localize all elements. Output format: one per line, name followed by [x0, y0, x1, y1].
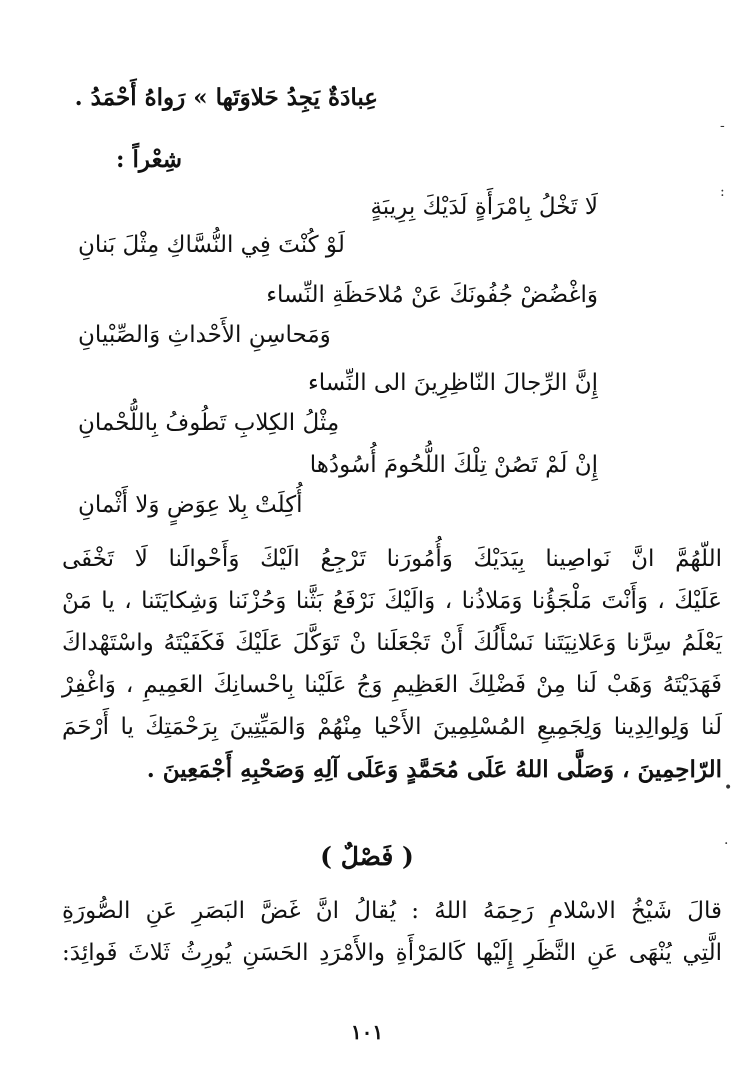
- poem-verse-4a: إِنْ لَمْ تَصُنْ تِلْكَ اللُّحُومَ أُسُودُها: [309, 452, 598, 478]
- poem-verse-4b: أُكِلَتْ بِلا عِوَضٍ وَلا أَثْمانِ: [78, 492, 303, 518]
- margin-mark-middle: •: [724, 780, 733, 796]
- margin-mark-upper: :: [720, 184, 725, 200]
- prayer-line-1: اللّهُمَّ انَّ نَواصِينا بِيَدَيْكَ وَأُمُورَنا تَرْجِعُ الَيْكَ وَأَحْوالَنا لَا تَخْفَى: [62, 546, 722, 572]
- page-number: ١٠١: [350, 1020, 384, 1044]
- section-title: ( فَصْلٌ ): [320, 842, 414, 871]
- margin-mark-top: -: [720, 118, 725, 134]
- poem-verse-1a: لَا تَخْلُ بِامْرَأَةٍ لَدَيْكَ بِرِيبَةٍ: [370, 194, 598, 220]
- poem-verse-3a: إِنَّ الرِّجالَ النّاظِرِينَ الى النِّساء: [307, 370, 598, 396]
- prayer-line-4: فَهَدَيْتَهُ وَهَبْ لَنا مِنْ فَضْلِكَ العَظِيمِ وَجُ عَلَيْنا بِاحْسانِكَ العَمِيمِ ، وَاغْفِرْ: [62, 672, 723, 698]
- poem-verse-3b: مِثْلُ الكِلابِ تَطُوفُ بِاللُّحْمانِ: [78, 410, 340, 436]
- poem-verse-1b: لَوْ كُنْتَ فِي النُّسَّاكِ مِثْلَ بَنانِ: [78, 232, 345, 258]
- intro-line: عِبادَةٌ يَجِدُ حَلاوَتَها » رَواهُ أَحْمَدُ .: [74, 84, 378, 111]
- prayer-line-2: عَلَيْكَ ، وَأَنْتَ مَلْجَؤُنا وَمَلاذُنا ، وَالَيْكَ نَرْفَعُ بَثَّنا وَحُزْنَنا وَشِكايَتَنا ، يا مَنْ: [62, 588, 722, 614]
- poem-verse-2a: وَاغْضُضْ جُفُونَكَ عَنْ مُلاحَظَةِ النِّساء: [266, 282, 598, 308]
- prayer-line-3: يَعْلَمُ سِرَّنا وَعَلانِيَتَنا نَسْأَلُكَ أَنْ تَجْعَلَنا نْ تَوَكَّلَ عَلَيْكَ فَكَفَيْتَهُ واسْتَهْداكَ: [62, 630, 722, 656]
- poem-verse-2b: وَمَحاسِنِ الأَحْداثِ وَالصِّبْيانِ: [78, 322, 331, 348]
- closing-line-1: قالَ شَيْخُ الاسْلامِ رَحِمَهُ اللهُ : يُقالُ انَّ غَضَّ البَصَرِ عَنِ الصُّورَةِ: [62, 898, 722, 924]
- margin-mark-lower: ·: [724, 836, 729, 852]
- closing-line-2: الَّتِي يُنْهَى عَنِ النَّظَرِ إِلَيْها كَالمَرْأَةِ والأَمْرَدِ الحَسَنِ يُورِثُ ثَلاثَ فَوائِدَ:: [62, 940, 722, 966]
- prayer-line-6: الرّاحِمِينَ ، وَصَلَّى اللهُ عَلَى مُحَمَّدٍ وَعَلَى آلِهِ وَصَحْبِهِ أَجْمَعِينَ .: [146, 756, 722, 783]
- prayer-line-5: لَنا وَلِوالِدِينا وَلِجَمِيعِ المُسْلِمِينَ الأَحْيا مِنْهُمْ وَالمَيِّتِينَ بِرَحْمَتِكَ يا أَرْحَمَ: [62, 714, 722, 740]
- poem-label: شِعْراً :: [116, 146, 182, 173]
